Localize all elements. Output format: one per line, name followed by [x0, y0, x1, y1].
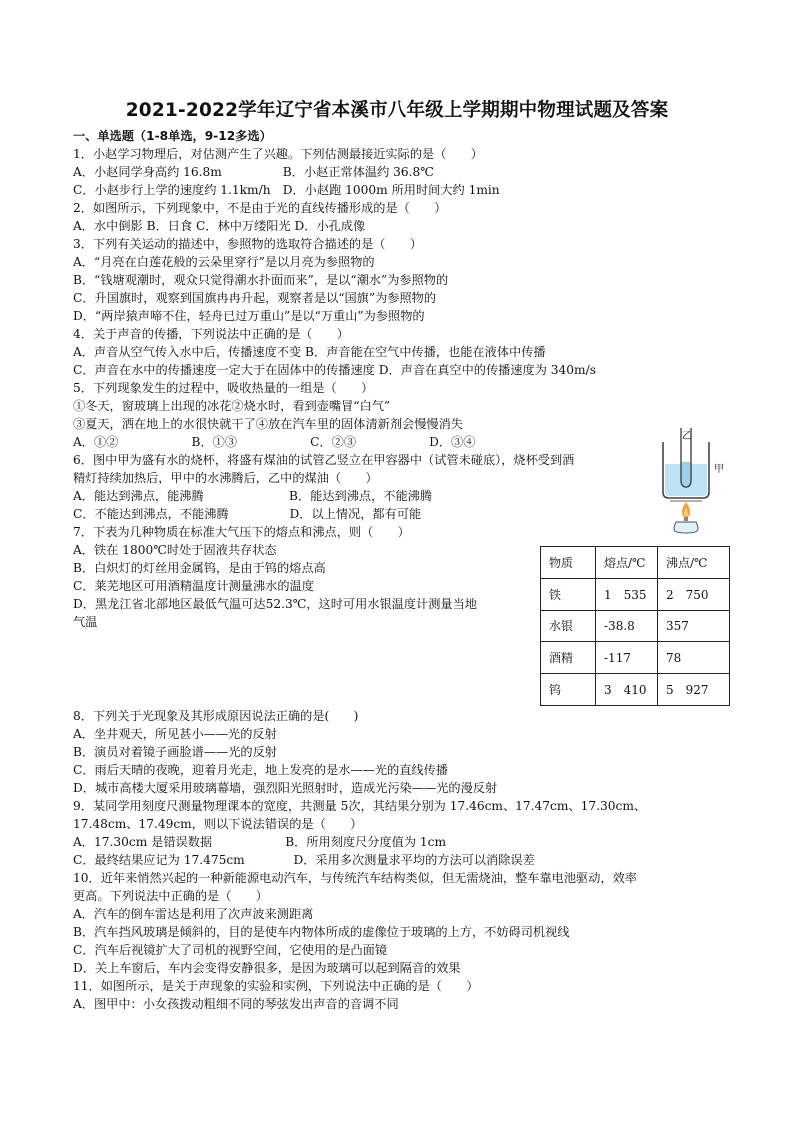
- text-line: D．关上车窗后，车内会变得安静很多，是因为玻璃可以起到隔音的效果: [73, 961, 461, 975]
- section-heading: 一、单选题（1-8单选，9-12多选）: [73, 129, 272, 143]
- text-line: B．“钱塘观潮时，观众只觉得潮水扑面而来”，是以“潮水”为参照物的: [73, 273, 449, 287]
- table-header-cell: 物质: [541, 547, 596, 579]
- text-line: 8．下列关于光现象及其形成原因说法正确的是( ): [73, 709, 359, 723]
- text-line: C．不能达到沸点，不能沸腾 D．以上情况，都有可能: [73, 507, 422, 521]
- tube-label: 乙: [682, 431, 692, 442]
- text-line: A．①② B．①③ C．②③ D．③④: [73, 435, 476, 449]
- beaker-label: 甲: [714, 464, 724, 475]
- text-line: B．汽车挡风玻璃是倾斜的，目的是使车内物体所成的虚像位于玻璃的上方，不妨碍司机视线: [73, 925, 570, 939]
- table-cell: 铁: [541, 578, 596, 610]
- text-line: C．声音在水中的传播速度一定大于在固体中的传播速度 D．声音在真空中的传播速度为 340m/s: [73, 363, 596, 377]
- table-header-cell: 沸点/℃: [658, 547, 730, 579]
- table-row: [541, 610, 730, 642]
- text-line: 9．某同学用刻度尺测量物理课本的宽度，共测量 5次，其结果分别为 17.46cm、17.47cm、17.30cm、: [73, 799, 647, 813]
- text-line: C．小赵步行上学的速度约 1.1km/h D．小赵跑 1000m 所用时间大约 1min: [73, 183, 500, 197]
- table-cell: 酒精: [541, 642, 596, 674]
- text-line: A．汽车的倒车雷达是利用了次声波来测距离: [73, 907, 314, 921]
- text-line: 1．小赵学习物理后，对估测产生了兴趣。下列估测最接近实际的是（ ）: [73, 147, 483, 161]
- text-line: 气温: [73, 615, 98, 629]
- text-line: A．水中倒影 B．日食 C．林中万缕阳光 D．小孔成像: [73, 219, 366, 233]
- text-line: 6．图中甲为盛有水的烧杯，将盛有煤油的试管乙竖立在甲容器中（试管未碰底），烧杯受到酒: [73, 453, 575, 467]
- table-cell: 5 927: [658, 674, 730, 706]
- table-cell: 357: [658, 610, 730, 642]
- text-line: A．能达到沸点，能沸腾 B．能达到沸点，不能沸腾: [73, 489, 433, 503]
- table-cell: 1 535: [596, 578, 658, 610]
- table-cell: 78: [658, 642, 730, 674]
- text-line: C．汽车后视镜扩大了司机的视野空间，它使用的是凸面镜: [73, 943, 388, 957]
- text-line: 更高。下列说法中正确的是（ ）: [73, 889, 268, 903]
- text-line: C．雨后天晴的夜晚，迎着月光走，地上发亮的是水——光的直线传播: [73, 763, 448, 777]
- table-header-cell: 熔点/℃: [596, 547, 658, 579]
- text-line: A．图甲中：小女孩拨动粗细不同的琴弦发出声音的音调不同: [73, 997, 399, 1011]
- text-line: 5．下列现象发生的过程中，吸收热量的一组是（ ）: [73, 381, 374, 395]
- table-row: [541, 578, 730, 610]
- text-line: 17.48cm、17.49cm，则以下说法错误的是（ ）: [73, 817, 363, 831]
- table-row: [541, 642, 730, 674]
- text-line: A．声音从空气传入水中后，传播速度不变 B．声音能在空气中传播，也能在液体中传播: [73, 345, 546, 359]
- text-line: A．坐井观天，所见甚小——光的反射: [73, 727, 277, 741]
- text-line: 精灯持续加热后，甲中的水沸腾后，乙中的煤油（ ）: [73, 471, 378, 485]
- table-cell: 3 410: [596, 674, 658, 706]
- table-cell: -117: [596, 642, 658, 674]
- beaker-test-tube-figure: [656, 422, 726, 534]
- text-line: C．莱芜地区可用酒精温度计测量沸水的温度: [73, 579, 314, 593]
- text-line: ③夏天，洒在地上的水很快就干了④放在汽车里的固体清新剂会慢慢消失: [73, 417, 463, 431]
- text-line: 7．下表为几种物质在标准大气压下的熔点和沸点，则（ ）: [73, 525, 410, 539]
- text-line: D．黑龙江省北部地区最低气温可达52.3℃，这时可用水银温度计测量当地: [73, 597, 477, 611]
- text-line: C．最终结果应记为 17.475cm D．采用多次测量求平均的方法可以消除误差: [73, 853, 535, 867]
- text-line: A．17.30cm 是错误数据 B．所用刻度尺分度值为 1cm: [73, 835, 447, 849]
- table-cell: 钨: [541, 674, 596, 706]
- text-line: A．小赵同学身高约 16.8m B．小赵正常体温约 36.8℃: [73, 165, 434, 179]
- melting-boiling-table: [540, 546, 730, 706]
- text-line: D．“两岸猿声啼不住，轻舟已过万重山”是以“万重山”为参照物的: [73, 309, 425, 323]
- test-tube-liquid: [681, 462, 691, 486]
- text-line: B．演员对着镜子画脸谱——光的反射: [73, 745, 277, 759]
- text-line: C．升国旗时，观察到国旗冉冉升起，观察者是以“国旗”为参照物的: [73, 291, 437, 305]
- text-line: 3．下列有关运动的描述中，参照物的选取符合描述的是（ ）: [73, 237, 423, 251]
- text-line: 11．如图所示，是关于声现象的实验和实例，下列说法中正确的是（ ）: [73, 979, 479, 993]
- table-cell: 2 750: [658, 578, 730, 610]
- text-line: 2．如图所示，下列现象中，不是由于光的直线传播形成的是（ ）: [73, 201, 447, 215]
- table-cell: 水银: [541, 610, 596, 642]
- text-line: A．“月亮在白莲花般的云朵里穿行”是以月亮为参照物的: [73, 255, 375, 269]
- lamp-wick: [684, 517, 688, 521]
- text-line: 4．关于声音的传播，下列说法中正确的是（ ）: [73, 327, 349, 341]
- table-cell: -38.8: [596, 610, 658, 642]
- text-line: D．城市高楼大厦采用玻璃幕墙，强烈阳光照射时，造成光污染——光的漫反射: [73, 781, 498, 795]
- table-header-row: [541, 547, 730, 579]
- alcohol-lamp: [674, 522, 698, 533]
- table-row: [541, 674, 730, 706]
- text-line: A．铁在 1800℃时处于固液共存状态: [73, 543, 277, 557]
- page-title: 2021-2022学年辽宁省本溪市八年级上学期期中物理试题及答案: [125, 100, 669, 121]
- text-line: B．白炽灯的灯丝用金属钨，是由于钨的熔点高: [73, 561, 326, 575]
- text-line: ①冬天，窗玻璃上出现的冰花②烧水时，看到壶嘴冒“白气”: [73, 399, 391, 413]
- text-line: 10．近年来悄然兴起的一种新能源电动汽车，与传统汽车结构类似，但无需烧油，整车靠电池驱动，效率: [73, 871, 637, 885]
